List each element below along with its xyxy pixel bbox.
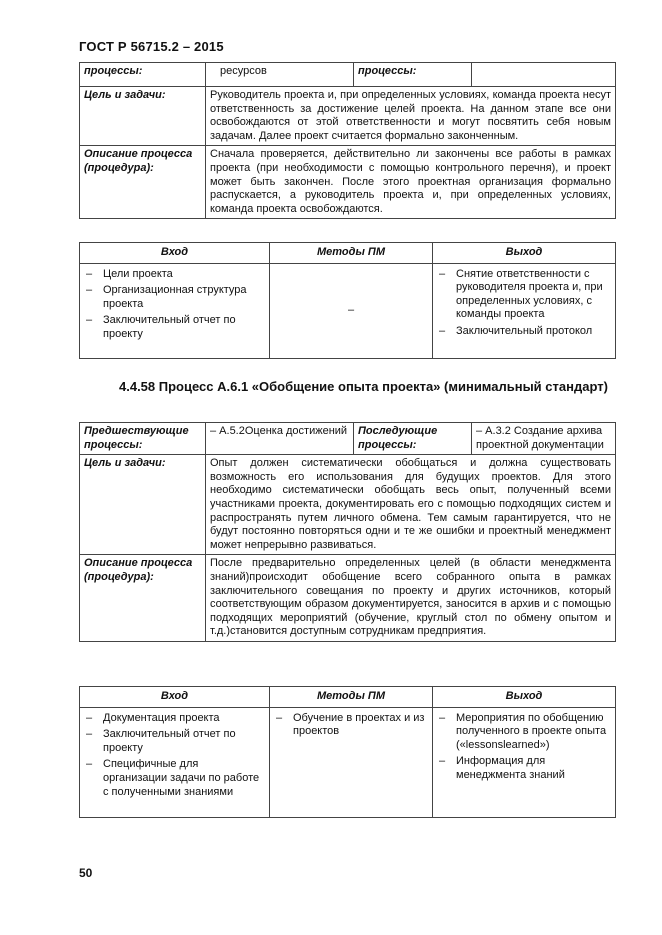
page-number: 50: [79, 866, 93, 880]
related-processes-row: [80, 63, 616, 87]
following-processes-value: – А.3.2 Создание архива проектной документации: [472, 423, 616, 455]
goals-row: [80, 87, 616, 146]
outputs-list: [437, 712, 611, 783]
methods-column-header: Методы ПМ: [270, 687, 433, 708]
document-header: ГОСТ Р 56715.2 – 2015: [79, 39, 224, 54]
output-column-header: Выход: [433, 243, 616, 264]
inputs-list: [84, 712, 265, 800]
input-column-header: Вход: [80, 243, 270, 264]
list-item: – Организационная структура проекта: [84, 284, 265, 311]
list-item: – Специфичные для организации задачи по работе с полученными знаниями: [84, 758, 265, 799]
io-table-a54: [79, 242, 616, 359]
goals-row: [80, 455, 616, 555]
methods-cell: [270, 707, 433, 817]
list-item: – Заключительный отчет по проекту: [84, 728, 265, 755]
methods-list: [274, 712, 428, 739]
io-header-row: [80, 243, 616, 264]
description-text: Сначала проверяется, действительно ли закончены все работы в рамках проекта (при необходимости с помощью контрольного перечня), и проект может быть закончен. После этого проектная организация формально распускается, а руководитель проекта и, при определенных условиях, команда проекта освобождаются.: [206, 146, 616, 219]
input-column-header: Вход: [80, 687, 270, 708]
description-label: Описание процесса (процедура):: [80, 555, 206, 642]
outputs-cell: [433, 707, 616, 817]
description-row: [80, 555, 616, 642]
output-column-header: Выход: [433, 687, 616, 708]
io-table-a61: [79, 686, 616, 818]
list-item: – Информация для менеджмента знаний: [437, 755, 611, 782]
goals-text: Руководитель проекта и, при определенных условиях, команда проекта несут ответственность за достижение целей проекта. На данном этапе все они освобождаются от этой ответственности и могут посвятить себя новым задачам. Далее проект считается формально законченным.: [206, 87, 616, 146]
description-label: Описание процесса (процедура):: [80, 146, 206, 219]
list-item: – Обучение в проектах и из проектов: [274, 712, 428, 739]
list-item: – Мероприятия по обобщению полученного в проекте опыта («lessonslearned»): [437, 712, 611, 753]
process-table-a54: [79, 62, 616, 219]
goals-text: Опыт должен систематически обобщаться и должна существовать возможность его использования для будущих проектов. Для этого необходимо систематически обобщать весь опыт, полученный всеми участниками проекта, документировать его с помощью подходящих систем и распространять путем личного обмена. Тем самым гарантируется, что не будут постоянно повторяться одни и те же ошибки и проектный менеджмент может непрерывно развиваться.: [206, 455, 616, 555]
goals-label: Цель и задачи:: [80, 87, 206, 146]
list-item: – Заключительный протокол: [437, 325, 611, 339]
list-item: – Снятие ответственности с руководителя проекта и, при определенных условиях, с команды проекта: [437, 268, 611, 322]
goals-label: Цель и задачи:: [80, 455, 206, 555]
io-content-row: [80, 263, 616, 358]
outputs-list: [437, 268, 611, 339]
io-header-row: [80, 687, 616, 708]
preceding-processes-label: Предшествующие процессы:: [80, 423, 206, 455]
list-item: – Цели проекта: [84, 268, 265, 282]
methods-column-header: Методы ПМ: [270, 243, 433, 264]
inputs-list: [84, 268, 265, 342]
list-item: – Документация проекта: [84, 712, 265, 726]
following-processes-label: Последующие процессы:: [354, 423, 472, 455]
description-row: [80, 146, 616, 219]
preceding-processes-value: – А.5.2Оценка достижений: [206, 423, 354, 455]
related-processes-row: [80, 423, 616, 455]
following-processes-label: процессы:: [354, 63, 472, 87]
inputs-cell: [80, 707, 270, 817]
outputs-cell: [433, 263, 616, 358]
methods-cell: –: [270, 263, 433, 358]
io-content-row: [80, 707, 616, 817]
inputs-cell: [80, 263, 270, 358]
section-heading: 4.4.58 Процесс А.6.1 «Обобщение опыта проекта» (минимальный стандарт): [119, 379, 608, 394]
description-text: После предварительно определенных целей (в области менеджмента знаний)происходит обобщение всего собранного опыта в рамках заключительного совещания по проекту и других источников, который соответствующим образом документируется, заносится в архив и с помощью подходящих мероприятий (обучение, круглый стол по обмену опытом и т.д.)становится доступным сотрудникам предприятия.: [206, 555, 616, 642]
following-processes-value: [472, 63, 616, 87]
preceding-processes-value: ресурсов: [206, 63, 354, 87]
list-item: – Заключительный отчет по проекту: [84, 314, 265, 341]
preceding-processes-label: процессы:: [80, 63, 206, 87]
process-table-a61: [79, 422, 616, 642]
